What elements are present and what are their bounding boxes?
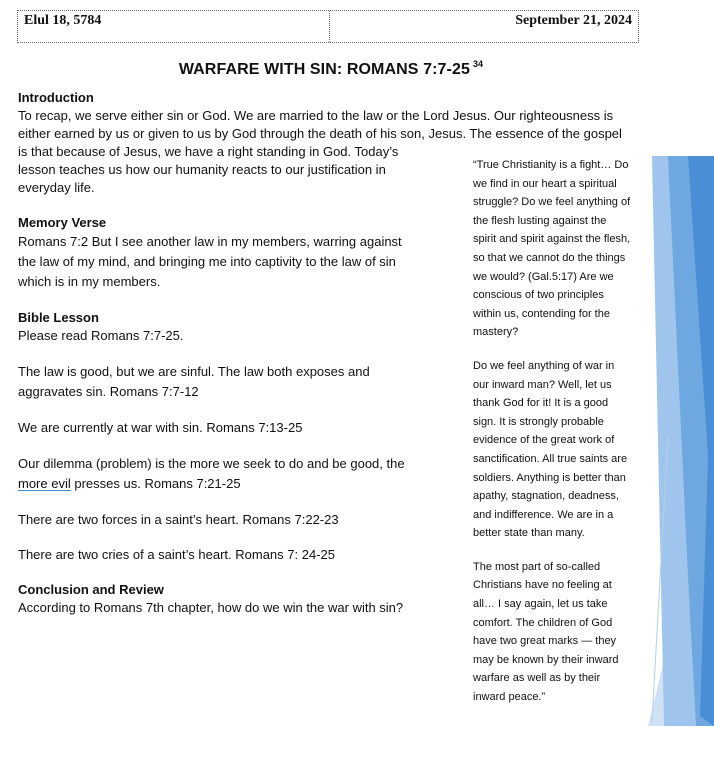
bible-lesson-read: Please read Romans 7:7-25. — [18, 328, 184, 343]
conclusion-heading: Conclusion and Review — [18, 582, 164, 597]
gregorian-date: September 21, 2024 — [515, 13, 632, 28]
memory-verse-line: which is in my members. — [18, 274, 161, 289]
intro-line: is that because of Jesus, we have a right standing in God. Today’s — [18, 144, 399, 159]
hebrew-date: Elul 18, 5784 — [18, 11, 330, 42]
lesson-point-3-cont — [18, 474, 438, 494]
quote-line: so that we cannot do the things — [473, 251, 626, 264]
quote-line: may be known by their inward — [473, 653, 619, 666]
quote-line: spirit and spirit against the flesh, — [473, 233, 631, 246]
intro-line: lesson teaches us how our humanity reacts to our justification in — [18, 162, 386, 177]
memory-verse-line: Romans 7:2 But I see another law in my members, warring against — [18, 234, 402, 249]
underlined-more-evil: more evil — [18, 476, 71, 491]
quote-line: evidence of the great work of — [473, 434, 615, 447]
lesson-point-4: There are two forces in a saint’s heart. Romans 7:22-23 — [18, 512, 339, 527]
quote-line: soldiers. Anything is better than — [473, 471, 626, 484]
quote-line: better state than many. — [473, 527, 585, 540]
quote-line: our inward man? Well, let us — [473, 378, 612, 391]
quote-paragraph-1 — [473, 156, 651, 342]
quote-line: the flesh lusting against the — [473, 214, 607, 227]
title-superscript: 34 — [472, 59, 484, 69]
intro-line: everyday life. — [18, 180, 95, 195]
conclusion-text: According to Romans 7th chapter, how do we win the war with sin? — [18, 600, 404, 615]
decorative-side-shapes — [648, 156, 714, 726]
quote-line: conscious of two principles — [473, 289, 604, 302]
quote-line: “True Christianity is a fight… Do — [473, 159, 629, 171]
lesson-point-1: The law is good, but we are sinful. The law both exposes and — [18, 364, 370, 379]
quote-line: all… I say again, let us take — [473, 598, 608, 611]
header-table — [17, 10, 639, 43]
intro-line: either earned by us or given to us by God through the death of his son, Jesus. The essence of the gospel — [18, 126, 622, 141]
memory-verse-line: the law of my mind, and bringing me into captivity to the law of sin — [18, 254, 396, 269]
quote-line: comfort. The children of God — [473, 616, 613, 629]
quote-paragraph-3 — [473, 558, 651, 707]
title-text: WARFARE WITH SIN: ROMANS 7:7-25 — [178, 61, 470, 78]
memory-verse-heading: Memory Verse — [18, 215, 107, 230]
quote-line: thank God for it! It is a good — [473, 397, 609, 410]
quote-line: sanctification. All true saints are — [473, 452, 628, 465]
bible-lesson-heading: Bible Lesson — [18, 310, 99, 325]
quote-line: inward peace.” — [473, 691, 546, 704]
sidebar-quote — [473, 156, 651, 722]
quote-line: struggle? Do we feel anything of — [473, 196, 631, 209]
quote-paragraph-2 — [473, 357, 651, 543]
lesson-point-3-rest: presses us. Romans 7:21-25 — [70, 476, 241, 491]
lesson-point-2: We are currently at war with sin. Romans 7:13-25 — [18, 420, 303, 435]
quote-line: within us, contending for the — [473, 307, 610, 320]
page-title — [0, 61, 662, 79]
intro-line: To recap, we serve either sin or God. We are married to the law or the Lord Jesus. Our righteousness is — [18, 108, 614, 123]
quote-line: we would? (Gal.5:17) Are we — [473, 270, 614, 283]
quote-line: have two great marks — they — [473, 635, 617, 648]
quote-line: sign. It is strongly probable — [473, 415, 604, 428]
introduction-heading: Introduction — [18, 90, 94, 105]
lesson-point-1: aggravates sin. Romans 7:7-12 — [18, 384, 199, 399]
lesson-point-3: Our dilemma (problem) is the more we seek to do and be good, the — [18, 456, 405, 471]
quote-line: mastery? — [473, 326, 519, 339]
lesson-point-5: There are two cries of a saint’s heart. Romans 7: 24-25 — [18, 547, 335, 562]
quote-line: Do we feel anything of war in — [473, 359, 615, 372]
quote-line: apathy, stagnation, deadness, — [473, 490, 619, 503]
quote-line: Christians have no feeling at — [473, 579, 612, 592]
quote-line: The most part of so-called — [473, 560, 601, 573]
quote-line: we find in our heart a spiritual — [473, 177, 617, 190]
quote-line: and indifference. We are in a — [473, 508, 614, 521]
quote-line: warfare as well as by their — [473, 672, 601, 685]
